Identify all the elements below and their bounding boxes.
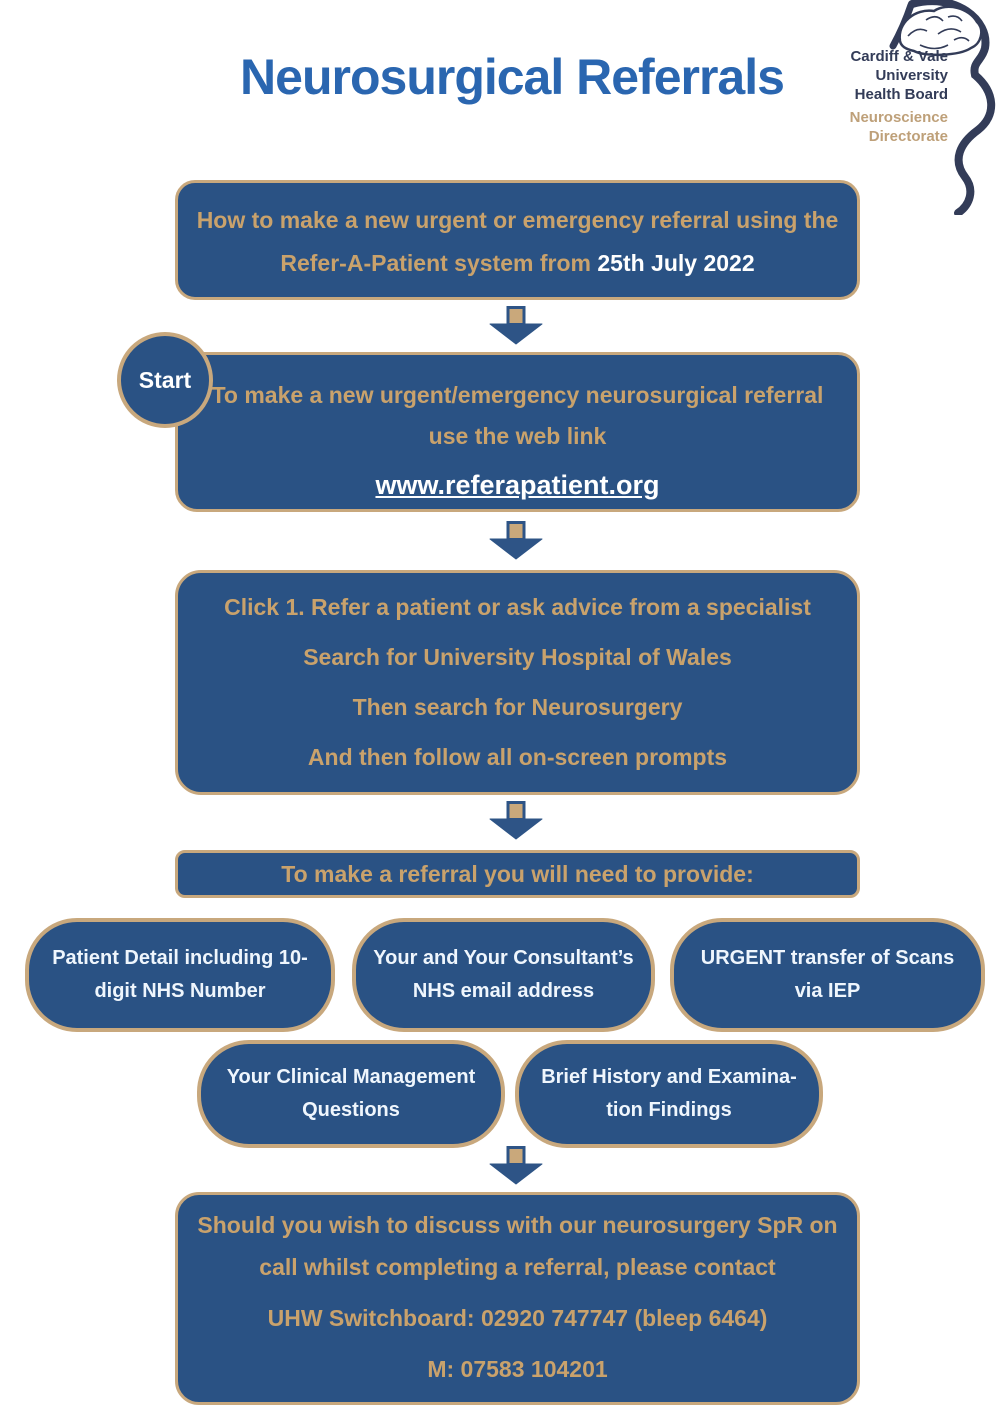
contact-line-1: Should you wish to discuss with our neurosurgery SpR on: [197, 1212, 838, 1238]
go-live-date: 25th July 2022: [597, 250, 755, 276]
health-board-name: [850, 47, 948, 104]
pill-line: Patient Detail including 10-: [52, 947, 308, 969]
pill-line: URGENT transfer of Scans: [700, 947, 955, 969]
pill-line: digit NHS Number: [94, 980, 266, 1002]
down-arrow-icon: [484, 306, 548, 346]
down-arrow-icon: [484, 1146, 548, 1186]
pill-line: via IEP: [794, 980, 861, 1002]
dept-line-1: Neuroscience: [849, 109, 948, 126]
referapatient-link[interactable]: www.referapatient.org: [375, 470, 660, 500]
org-line-3: Health Board: [854, 86, 948, 103]
pill-line: Brief History and Examina-: [541, 1066, 797, 1088]
steps-box: [175, 570, 860, 795]
pill-line: tion Findings: [606, 1099, 732, 1121]
intro-line-2: [178, 242, 857, 285]
step-line-3: Then search for Neurosurgery: [352, 694, 683, 720]
mobile-number: M: 07583 104201: [427, 1356, 608, 1382]
org-line-1: Cardiff & Vale: [850, 48, 948, 65]
down-arrow-icon: [484, 801, 548, 841]
start-label: Start: [138, 366, 192, 393]
directorate-name: [850, 108, 948, 146]
pill-line: Your Clinical Management: [226, 1066, 476, 1088]
dept-line-2: Directorate: [868, 128, 948, 145]
provide-bar: To make a referral you will need to provide:: [175, 850, 860, 898]
requirement-pill-questions: [197, 1040, 505, 1148]
weblink-line-2: use the web link: [428, 423, 607, 449]
contact-box: [175, 1192, 860, 1405]
intro-line-2-text: Refer-A-Patient system from: [280, 250, 591, 276]
step-line-1: Click 1. Refer a patient or ask advice from a specialist: [224, 594, 811, 620]
pill-line: Questions: [302, 1099, 400, 1121]
requirement-pill-email: [352, 918, 655, 1032]
requirement-pill-history: [515, 1040, 823, 1148]
health-board-logo: [830, 0, 1000, 215]
intro-box: [175, 180, 860, 300]
intro-line-1: How to make a new urgent or emergency referral using the: [196, 207, 839, 233]
step-line-4: And then follow all on-screen prompts: [307, 744, 728, 770]
org-line-2: University: [875, 67, 948, 84]
pill-line: Your and Your Consultant’s: [373, 947, 634, 969]
weblink-line-1: To make a new urgent/emergency neurosurgical referral: [211, 382, 824, 408]
pill-line: NHS email address: [412, 980, 595, 1002]
requirement-pill-scans: [670, 918, 985, 1032]
page-title: Neurosurgical Referrals: [240, 49, 784, 105]
weblink-box: [175, 352, 860, 512]
requirement-pill-nhs-number: [25, 918, 335, 1032]
switchboard-number: UHW Switchboard: 02920 747747 (bleep 6464): [267, 1305, 768, 1331]
step-line-2: Search for University Hospital of Wales: [303, 644, 732, 670]
down-arrow-icon: [484, 521, 548, 561]
start-badge: [117, 332, 213, 428]
contact-line-2: call whilst completing a referral, please contact: [259, 1254, 776, 1280]
